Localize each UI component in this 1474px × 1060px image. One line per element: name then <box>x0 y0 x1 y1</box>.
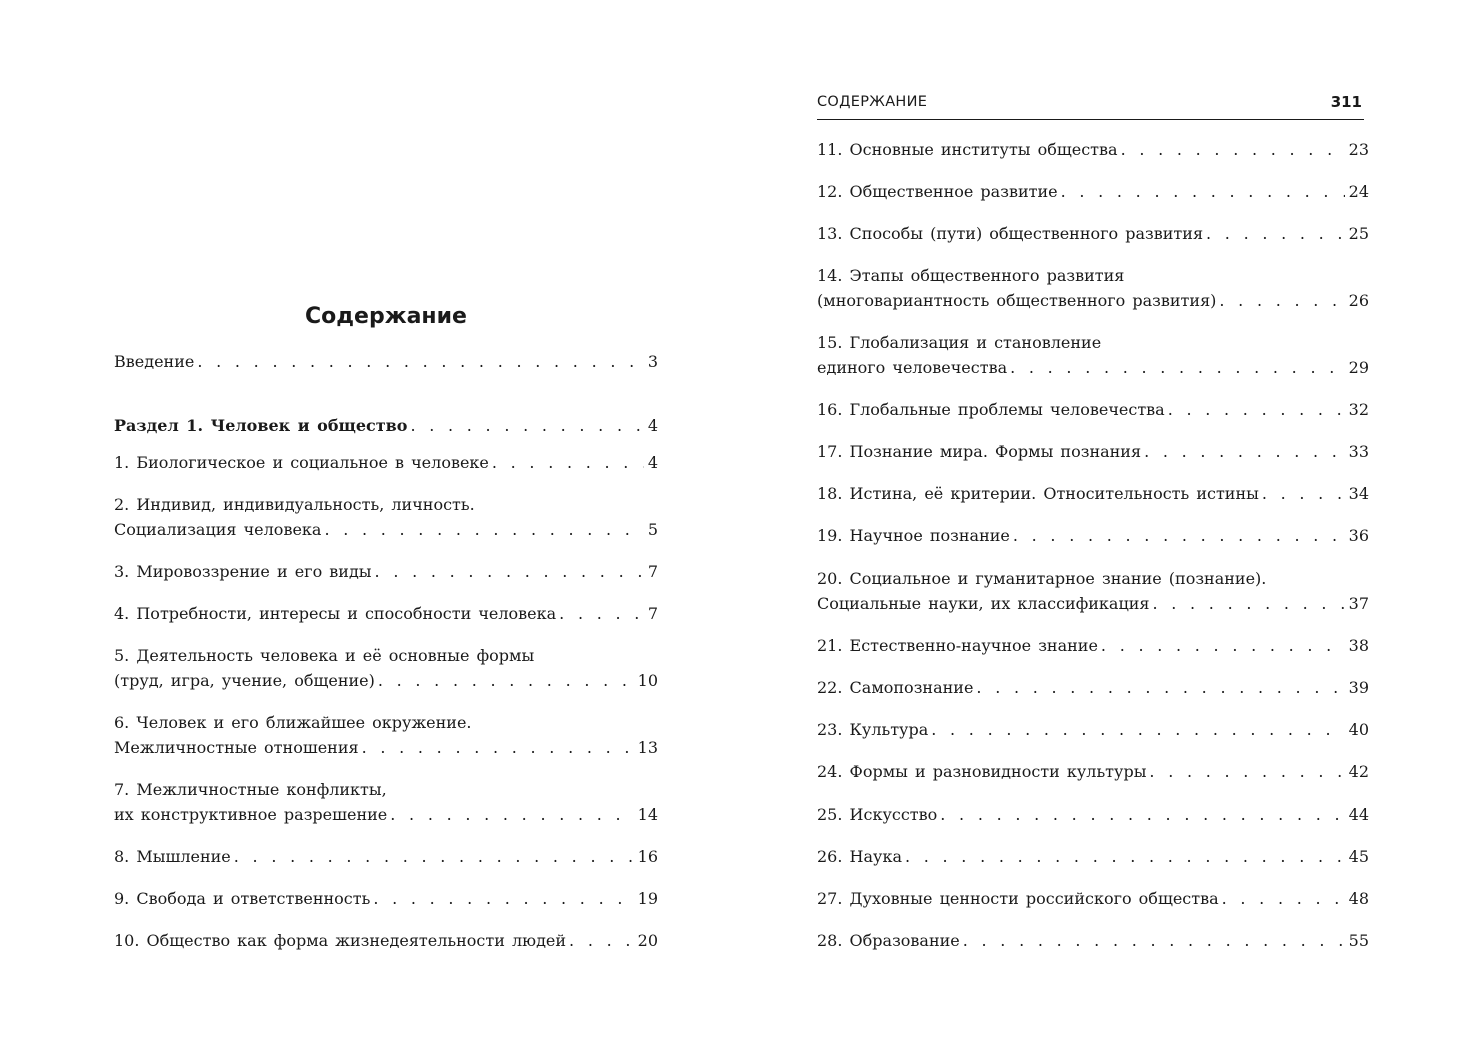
toc-entry <box>114 844 658 869</box>
toc-entry <box>817 179 1369 204</box>
toc-entry <box>817 263 1369 313</box>
toc-page-number: 20 <box>637 931 658 950</box>
toc-page-number: 7 <box>647 604 658 623</box>
toc-entry-text: 19. Научное познание <box>817 526 1010 545</box>
toc-entry-text: Социальные науки, их классификация <box>817 594 1150 613</box>
toc-page-number: 38 <box>1348 636 1369 655</box>
toc-entry-text: 11. Основные институты общества <box>817 140 1118 159</box>
dot-leader <box>492 450 644 475</box>
dot-leader <box>569 928 634 953</box>
toc-entry-text: 23. Культура <box>817 720 929 739</box>
dot-leader <box>1013 523 1345 548</box>
toc-entry-text: 14. Этапы общественного развития <box>817 266 1125 285</box>
toc-entry <box>817 566 1369 616</box>
dot-leader <box>373 886 633 911</box>
toc-entry-text: 20. Социальное и гуманитарное знание (познание). <box>817 569 1267 588</box>
toc-entry-text: 16. Глобальные проблемы человечества <box>817 400 1165 419</box>
toc-page-number: 45 <box>1348 847 1369 866</box>
toc-page-number: 48 <box>1348 889 1369 908</box>
toc-entry-text: 24. Формы и разновидности культуры <box>817 762 1147 781</box>
dot-leader <box>1010 355 1345 380</box>
toc-entry-text: Социализация человека <box>114 520 322 539</box>
toc-page-number: 42 <box>1348 762 1369 781</box>
toc-page-number: 44 <box>1348 805 1369 824</box>
toc-page-number: 7 <box>647 562 658 581</box>
toc-title: Содержание <box>305 304 467 329</box>
toc-entry <box>817 633 1369 658</box>
dot-leader <box>375 559 644 584</box>
toc-entry-text: 12. Общественное развитие <box>817 182 1058 201</box>
toc-entry-text: Введение <box>114 352 195 371</box>
toc-page-number: 36 <box>1348 526 1369 545</box>
toc-page-number: 37 <box>1348 594 1369 613</box>
toc-entry-text: 27. Духовные ценности российского общества <box>817 889 1219 908</box>
toc-entry-text: 10. Общество как форма жизнедеятельности людей <box>114 931 567 950</box>
toc-entry-text: 6. Человек и его ближайшее окружение. <box>114 713 472 732</box>
toc-entry-text: их конструктивное разрешение <box>114 805 388 824</box>
toc-entry-text: 2. Индивид, индивидуальность, личность. <box>114 495 475 514</box>
toc-entry-text: 9. Свобода и ответственность <box>114 889 371 908</box>
toc-page-number: 33 <box>1348 442 1369 461</box>
toc-page-number: 16 <box>637 847 658 866</box>
dot-leader <box>931 717 1344 742</box>
dot-leader <box>940 802 1344 827</box>
dot-leader <box>1262 481 1345 506</box>
toc-entry <box>817 886 1369 911</box>
dot-leader <box>963 928 1345 953</box>
toc-entry-text: Раздел 1. Человек и общество <box>114 416 408 435</box>
toc-page-number: 3 <box>647 352 658 371</box>
toc-entry-text: 28. Образование <box>817 931 960 950</box>
toc-entry <box>817 717 1369 742</box>
toc-entry <box>114 643 658 693</box>
dot-leader <box>362 735 634 760</box>
dot-leader <box>1144 439 1345 464</box>
toc-entry-text: 18. Истина, её критерии. Относительность истины <box>817 484 1259 503</box>
toc-page-number: 5 <box>647 520 658 539</box>
toc-page-number: 25 <box>1348 224 1369 243</box>
toc-section-heading <box>114 413 658 438</box>
toc-page-number: 14 <box>637 805 658 824</box>
toc-page-number: 32 <box>1348 400 1369 419</box>
dot-leader <box>197 349 643 374</box>
toc-page-number: 10 <box>637 671 658 690</box>
toc-entry-text: 17. Познание мира. Формы познания <box>817 442 1142 461</box>
running-head <box>817 92 1364 120</box>
toc-entry <box>114 559 658 584</box>
dot-leader <box>559 601 644 626</box>
toc-entry <box>114 492 658 542</box>
dot-leader <box>410 413 643 438</box>
dot-leader <box>1206 221 1345 246</box>
toc-entry-text: 21. Естественно-научное знание <box>817 636 1098 655</box>
running-head-title: СОДЕРЖАНИЕ <box>817 94 928 110</box>
dot-leader <box>1121 137 1345 162</box>
toc-page-number: 4 <box>647 416 658 435</box>
toc-entry-text: Межличностные отношения <box>114 738 359 757</box>
dot-leader <box>1101 633 1345 658</box>
toc-entry-text: 8. Мышление <box>114 847 231 866</box>
toc-entry <box>817 330 1369 380</box>
dot-leader <box>1149 759 1344 784</box>
toc-page-number: 40 <box>1348 720 1369 739</box>
page-number: 311 <box>1330 93 1362 111</box>
toc-entry <box>114 886 658 911</box>
toc-entry-text: (труд, игра, учение, общение) <box>114 671 375 690</box>
toc-entry-text: 4. Потребности, интересы и способности человека <box>114 604 557 623</box>
toc-page-number: 4 <box>647 453 658 472</box>
toc-page-number: 13 <box>637 738 658 757</box>
toc-entry <box>817 802 1369 827</box>
toc-entry-text: (многовариантность общественного развития) <box>817 291 1217 310</box>
toc-entry <box>114 928 658 953</box>
dot-leader <box>1219 288 1344 313</box>
toc-entry <box>817 397 1369 422</box>
toc-entry-intro <box>114 349 658 374</box>
right-page <box>737 0 1474 1060</box>
toc-page-number: 34 <box>1348 484 1369 503</box>
toc-entry-text: единого человечества <box>817 358 1008 377</box>
toc-entry-text: 22. Самопознание <box>817 678 974 697</box>
toc-entry <box>817 844 1369 869</box>
toc-entry <box>817 481 1369 506</box>
toc-page-number: 29 <box>1348 358 1369 377</box>
toc-entry <box>817 928 1369 953</box>
dot-leader <box>234 844 634 869</box>
dot-leader <box>1061 179 1345 204</box>
toc-page-number: 24 <box>1348 182 1369 201</box>
toc-entry-text: 15. Глобализация и становление <box>817 333 1102 352</box>
dot-leader <box>905 844 1345 869</box>
dot-leader <box>1222 886 1345 911</box>
toc-entry-text: 3. Мировоззрение и его виды <box>114 562 372 581</box>
toc-entry-text: 5. Деятельность человека и её основные формы <box>114 646 535 665</box>
toc-page-number: 23 <box>1348 140 1369 159</box>
toc-entry-text: 1. Биологическое и социальное в человеке <box>114 453 489 472</box>
toc-page-number: 39 <box>1348 678 1369 697</box>
toc-entry <box>817 523 1369 548</box>
toc-entry <box>114 710 658 760</box>
toc-page-number: 26 <box>1348 291 1369 310</box>
dot-leader <box>390 802 633 827</box>
toc-entry <box>817 439 1369 464</box>
toc-page-number: 55 <box>1348 931 1369 950</box>
dot-leader <box>378 668 634 693</box>
dot-leader <box>324 517 643 542</box>
toc-entry-text: 26. Наука <box>817 847 902 866</box>
toc-entry <box>114 450 658 475</box>
toc-entry <box>817 759 1369 784</box>
toc-page-number: 19 <box>637 889 658 908</box>
toc-entry <box>114 777 658 827</box>
toc-entry-text: 7. Межличностные конфликты, <box>114 780 387 799</box>
toc-entry-text: 13. Способы (пути) общественного развития <box>817 224 1204 243</box>
toc-entry-text: 25. Искусство <box>817 805 938 824</box>
dot-leader <box>1168 397 1345 422</box>
toc-entry <box>817 675 1369 700</box>
toc-entry <box>817 221 1369 246</box>
dot-leader <box>976 675 1344 700</box>
dot-leader <box>1152 591 1344 616</box>
toc-entry <box>817 137 1369 162</box>
toc-entry <box>114 601 658 626</box>
